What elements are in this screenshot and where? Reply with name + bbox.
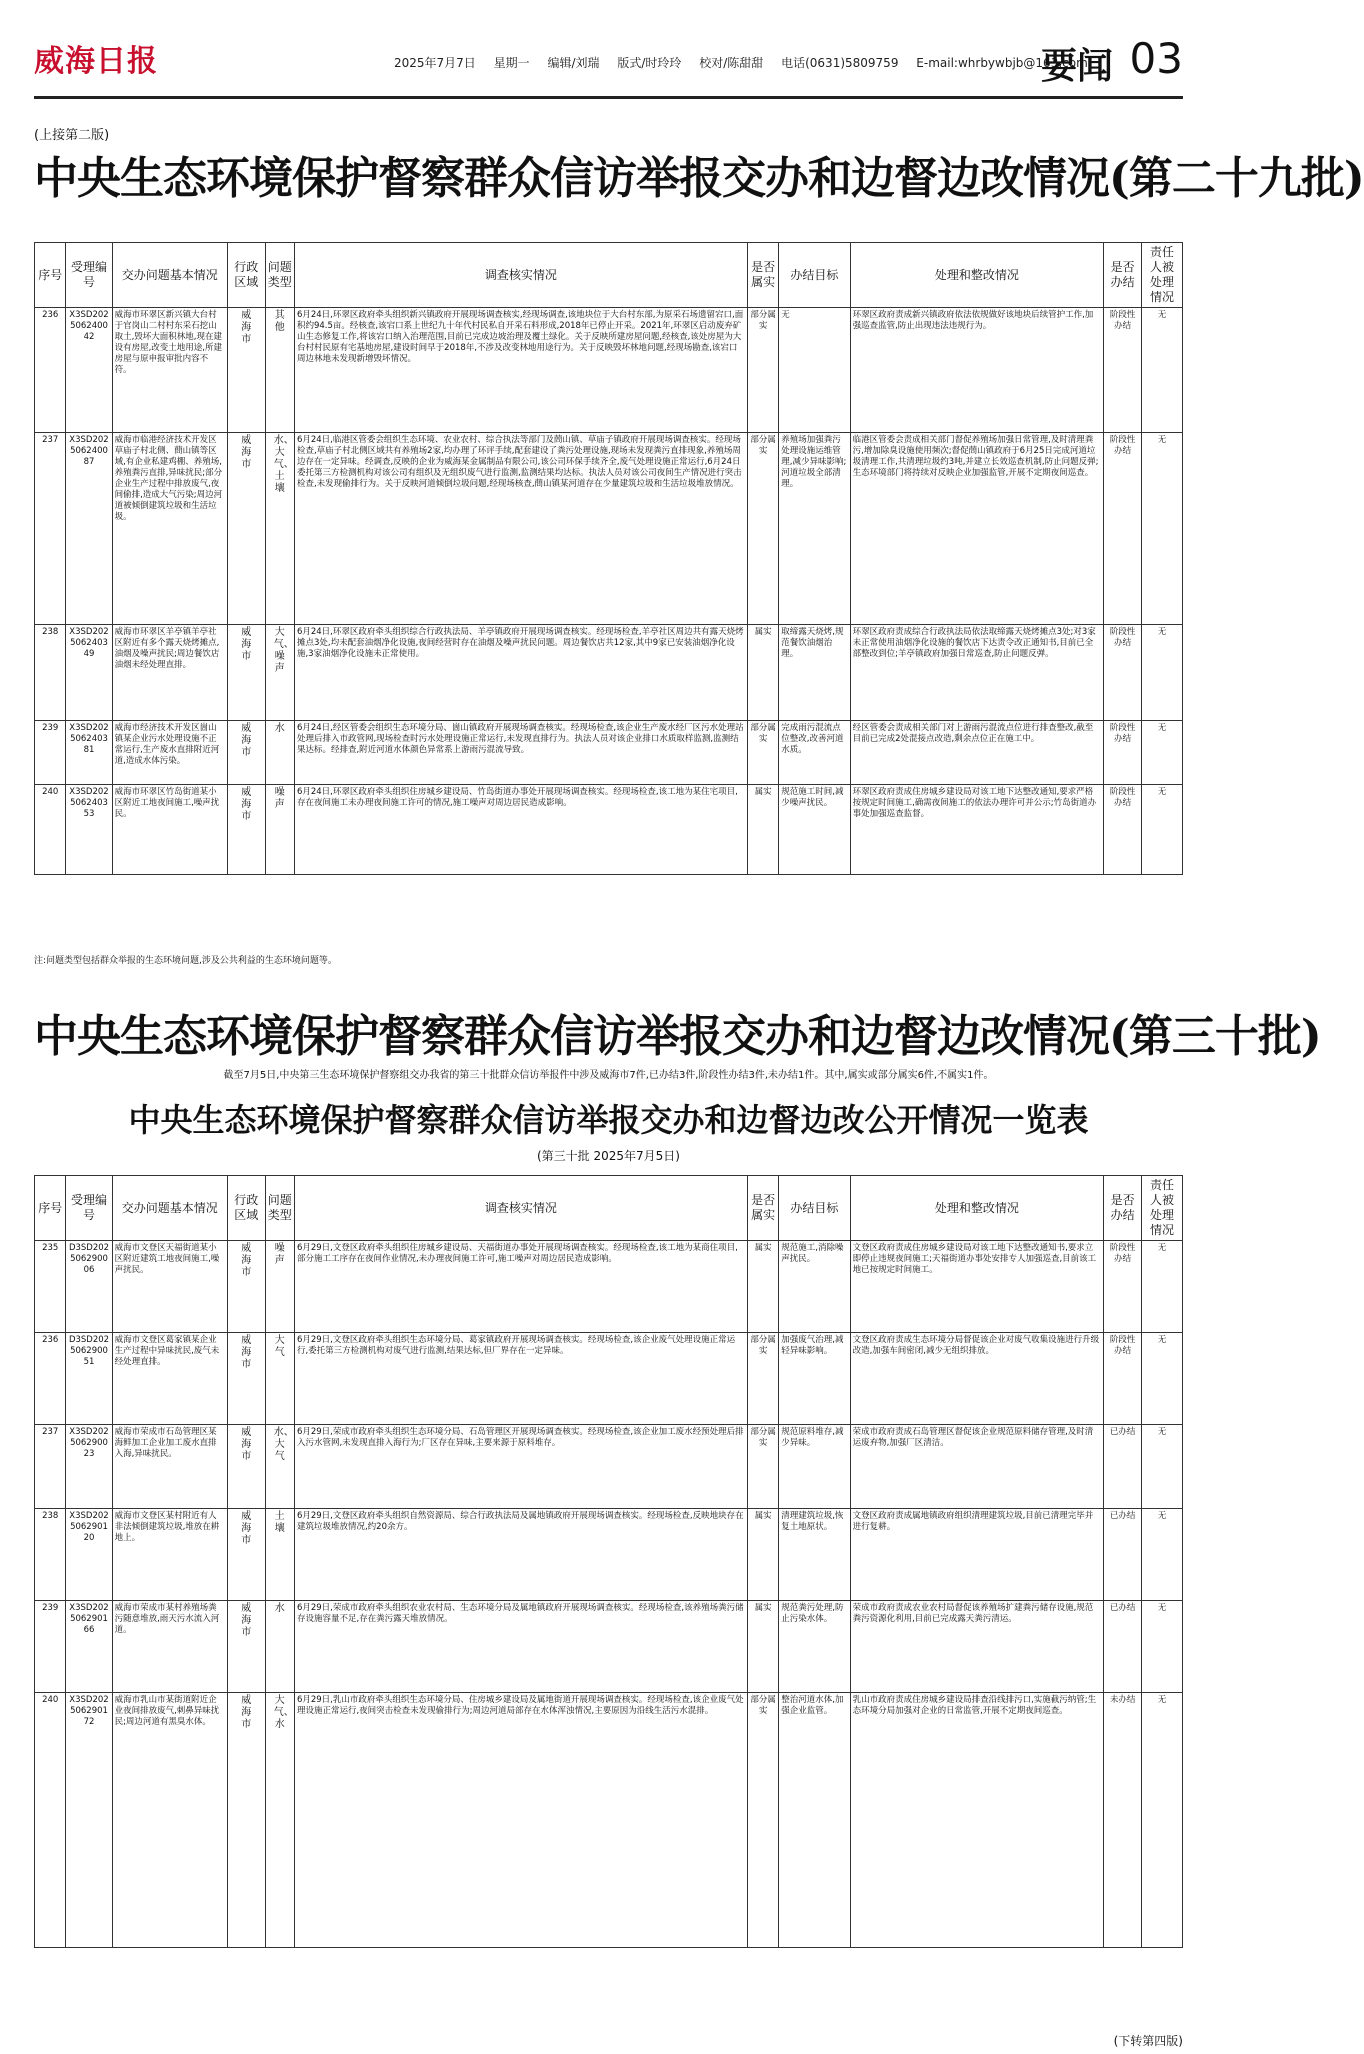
continued-from: (上接第二版) [34, 128, 110, 143]
is-true: 部分属实 [747, 308, 778, 433]
table-row [35, 1601, 1183, 1693]
issue-type [265, 1693, 294, 1948]
column-header: 序号 [35, 243, 66, 308]
investigation: 6月29日,乳山市政府牵头组织生态环境分局、住房城乡建设局及属地街道开展现场调查核实。经现场检查,该企业废气处理设施正常运行,夜间突击检查未发现偷排行为;周边河道局部存在水体浑浊情况,主要原因为沿线生活污水混排。 [294, 1693, 747, 1948]
completion-goal: 规范粪污处理,防止污染水体。 [779, 1601, 850, 1693]
column-header: 办结目标 [779, 243, 850, 308]
responsible-handling: 无 [1142, 1333, 1183, 1425]
issue-summary: 威海市环翠区羊亭镇羊亭社区附近有多个露天烧烤摊点,油烟及噪声扰民;周边餐饮店油烟未经处理直排。 [112, 625, 227, 721]
completion-status: 阶段性办结 [1104, 625, 1142, 721]
title-batch-29: 中央生态环境保护督察群众信访举报交办和边督边改情况(第二十九批) [34, 153, 1364, 204]
issue-summary: 威海市环翠区竹岛街道某小区附近工地夜间施工,噪声扰民。 [112, 785, 227, 875]
handling-status: 环翠区政府责成新兴镇政府依法依规做好该地块后续管护工作,加强巡查监管,防止出现违法违规行为。 [850, 308, 1104, 433]
district-text: 威海市 [241, 1335, 252, 1370]
handling-status: 文登区政府责成生态环境分局督促该企业对废气收集设施进行升级改造,加强车间密闭,减少无组织排放。 [850, 1333, 1104, 1425]
column-header: 办结目标 [779, 1176, 850, 1241]
is-true: 部分属实 [747, 433, 778, 625]
handling-status: 文登区政府责成属地镇政府组织清理建筑垃圾,目前已清理完毕并进行复耕。 [850, 1509, 1104, 1601]
issue-summary: 威海市乳山市某街道附近企业夜间排放废气,刺鼻异味扰民;周边河道有黑臭水体。 [112, 1693, 227, 1948]
issue-type-text: 大气、噪声 [273, 627, 294, 674]
table-row [35, 1241, 1183, 1333]
row-number: 237 [35, 1425, 66, 1509]
completion-goal: 养殖场加强粪污处理设施运维管理,减少异味影响;河道垃圾全部清理。 [779, 433, 850, 625]
issue-summary: 威海市环翠区新兴镇大台村于官岗山二村村东采石挖山取土,毁坏大面积林地,现在建设有房屋,改变土地用途,所建房屋与原申报审批内容不符。 [112, 308, 227, 433]
handling-status: 荣成市政府责成农业农村局督促该养殖场扩建粪污储存设施,规范粪污资源化利用,目前已完成露天粪污清运。 [850, 1601, 1104, 1693]
completion-status: 阶段性办结 [1104, 308, 1142, 433]
handling-status: 经区管委会责成相关部门对上游雨污混流点位进行排查整改,截至目前已完成2处混接点改造,剩余点位正在施工中。 [850, 721, 1104, 785]
issue-type-text: 水 [274, 1603, 285, 1614]
header-info [394, 54, 1102, 71]
issue-summary: 威海市文登区天福街道某小区附近建筑工地夜间施工,噪声扰民。 [112, 1241, 227, 1333]
district [227, 1333, 265, 1425]
table-batch-30 [34, 1175, 1183, 1948]
investigation: 6月29日,荣成市政府牵头组织农业农村局、生态环境分局及属地镇政府开展现场调查核实。经现场检查,该养殖场粪污储存设施容量不足,存在粪污露天堆放情况。 [294, 1601, 747, 1693]
acceptance-code: X3SD202506290023 [66, 1425, 112, 1509]
issue-type [265, 1601, 294, 1693]
issue-type [265, 721, 294, 785]
row-number: 240 [35, 785, 66, 875]
column-header: 交办问题基本情况 [112, 243, 227, 308]
completion-goal: 无 [779, 308, 850, 433]
column-header: 受理编号 [66, 1176, 112, 1241]
table-row [35, 1509, 1183, 1601]
district-text: 威海市 [241, 1427, 252, 1462]
page-number: 03 [1129, 34, 1183, 83]
district [227, 1693, 265, 1948]
column-header: 调查核实情况 [294, 243, 747, 308]
district [227, 721, 265, 785]
district-text: 威海市 [241, 310, 252, 345]
acceptance-code: X3SD202506240087 [66, 433, 112, 625]
issue-summary: 威海市临港经济技术开发区草庙子村北侧、蔄山镇等区域,有企业私建鸡棚、养殖场,养殖粪污直排,异味扰民;部分企业生产过程中排放废气,夜间偷排,造成大气污染;周边河道被倾倒建筑垃圾和生活垃圾。 [112, 433, 227, 625]
title-batch-30: 中央生态环境保护督察群众信访举报交办和边督边改情况(第三十批) [34, 1011, 1321, 1062]
completion-status: 已办结 [1104, 1425, 1142, 1509]
newspaper-masthead: 威海日报 [34, 44, 158, 79]
completion-status: 阶段性办结 [1104, 785, 1142, 875]
table-note: 注:问题类型包括群众举报的生态环境问题,涉及公共利益的生态环境问题等。 [34, 956, 337, 966]
district [227, 625, 265, 721]
responsible-handling: 无 [1142, 433, 1183, 625]
proofreader: 校对/陈甜甜 [699, 56, 764, 70]
row-number: 240 [35, 1693, 66, 1948]
acceptance-code: X3SD202506290120 [66, 1509, 112, 1601]
responsible-handling: 无 [1142, 308, 1183, 433]
district [227, 1241, 265, 1333]
completion-status: 阶段性办结 [1104, 433, 1142, 625]
completion-goal: 清理建筑垃圾,恢复土地原状。 [779, 1509, 850, 1601]
is-true: 属实 [747, 1601, 778, 1693]
issue-type [265, 1509, 294, 1601]
issue-type [265, 625, 294, 721]
email: E-mail:whrbywbjb@163.com [916, 56, 1088, 70]
column-header: 责任人被处理情况 [1142, 1176, 1183, 1241]
is-true: 属实 [747, 1241, 778, 1333]
investigation: 6月24日,环翠区政府牵头组织新兴镇政府开展现场调查核实,经现场调查,该地块位于大台村东部,为原采石场遗留宕口,面积约94.5亩。经核查,该宕口系上世纪九十年代村民私自开采石料形成,2018年已停止开采。2021年,环翠区启动废弃矿山生态修复工作,将该宕口纳入治理范围,目前已完成边坡治理及覆土绿化。关于反映所建房屋问题,经核查,该处房屋为大台村村民原有宅基地房屋,建设时间早于2018年,不涉及改变林地用途行为。关于反映毁坏林地问题,经现场勘查,该宕口周边林地未发现新增毁坏情况。 [294, 308, 747, 433]
issue-type-text: 噪声 [274, 1243, 285, 1266]
acceptance-code: X3SD202506240353 [66, 785, 112, 875]
completion-status: 阶段性办结 [1104, 1333, 1142, 1425]
column-header: 问题类型 [265, 243, 294, 308]
district [227, 1601, 265, 1693]
issue-date: 2025年7月7日 [394, 56, 476, 70]
district-text: 威海市 [241, 435, 252, 470]
responsible-handling: 无 [1142, 1693, 1183, 1948]
issue-type [265, 785, 294, 875]
is-true: 属实 [747, 1509, 778, 1601]
issue-type-text: 水 [274, 723, 285, 734]
row-number: 238 [35, 625, 66, 721]
table-row [35, 721, 1183, 785]
issue-type-text: 土壤 [274, 1511, 285, 1534]
district [227, 1509, 265, 1601]
district [227, 308, 265, 433]
is-true: 部分属实 [747, 1693, 778, 1948]
district-text: 威海市 [241, 1243, 252, 1278]
handling-status: 荣成市政府责成石岛管理区督促该企业规范原料储存管理,及时清运废弃物,加强厂区清洁。 [850, 1425, 1104, 1509]
issue-type [265, 308, 294, 433]
intro-batch-30: 截至7月5日,中央第三生态环境保护督察组交办我省的第三十批群众信访举报件中涉及威海市7件,已办结3件,阶段性办结3件,未办结1件。其中,属实或部分属实6件,不属实1件。 [223, 1070, 994, 1081]
handling-status: 环翠区政府责成综合行政执法局依法取缔露天烧烤摊点3处;对3家未正常使用油烟净化设施的餐饮店下达责令改正通知书,目前已全部整改到位;羊亭镇政府加强日常巡查,防止问题反弹。 [850, 625, 1104, 721]
acceptance-code: X3SD202506240042 [66, 308, 112, 433]
issue-type [265, 1425, 294, 1509]
column-header: 受理编号 [66, 243, 112, 308]
issue-type-text: 大气、水 [273, 1695, 294, 1730]
row-number: 239 [35, 721, 66, 785]
investigation: 6月29日,文登区政府牵头组织自然资源局、综合行政执法局及属地镇政府开展现场调查核实。经现场检查,反映地块存在建筑垃圾堆放情况,约20余方。 [294, 1509, 747, 1601]
table-batch-29 [34, 242, 1183, 875]
table-header-row [35, 243, 1183, 308]
continued-to: (下转第四版) [1113, 2034, 1183, 2048]
row-number: 235 [35, 1241, 66, 1333]
is-true: 部分属实 [747, 1333, 778, 1425]
completion-status: 已办结 [1104, 1601, 1142, 1693]
issue-type-text: 噪声 [274, 787, 285, 810]
issue-type-text: 水、大气 [273, 1427, 294, 1462]
table-row [35, 433, 1183, 625]
acceptance-code: X3SD202506240349 [66, 625, 112, 721]
issue-weekday: 星期一 [493, 56, 530, 70]
completion-goal: 取缔露天烧烤,规范餐饮油烟治理。 [779, 625, 850, 721]
is-true: 部分属实 [747, 721, 778, 785]
column-header: 是否办结 [1104, 1176, 1142, 1241]
is-true: 属实 [747, 785, 778, 875]
responsible-handling: 无 [1142, 1509, 1183, 1601]
column-header: 问题类型 [265, 1176, 294, 1241]
acceptance-code: X3SD202506240381 [66, 721, 112, 785]
acceptance-code: X3SD202506290166 [66, 1601, 112, 1693]
table-row [35, 625, 1183, 721]
acceptance-code: X3SD202506290172 [66, 1693, 112, 1948]
completion-goal: 规范施工,消除噪声扰民。 [779, 1241, 850, 1333]
column-header: 处理和整改情况 [850, 1176, 1104, 1241]
district-text: 威海市 [241, 787, 252, 822]
responsible-handling: 无 [1142, 1601, 1183, 1693]
completion-status: 未办结 [1104, 1693, 1142, 1948]
completion-goal: 整治河道水体,加强企业监管。 [779, 1693, 850, 1948]
column-header: 调查核实情况 [294, 1176, 747, 1241]
completion-goal: 规范原料堆存,减少异味。 [779, 1425, 850, 1509]
district-text: 威海市 [241, 1695, 252, 1730]
responsible-handling: 无 [1142, 1241, 1183, 1333]
issue-type-text: 其他 [274, 310, 285, 333]
row-number: 239 [35, 1601, 66, 1693]
handling-status: 文登区政府责成住房城乡建设局对该工地下达整改通知书,要求立即停止违规夜间施工;天福街道办事处安排专人加强巡查,目前该工地已按规定时间施工。 [850, 1241, 1104, 1333]
issue-type [265, 1241, 294, 1333]
investigation: 6月24日,环翠区政府牵头组织住房城乡建设局、竹岛街道办事处开展现场调查核实。经现场检查,该工地为某住宅项目,存在夜间施工未办理夜间施工许可的情况,施工噪声对周边居民造成影响。 [294, 785, 747, 875]
issue-type [265, 1333, 294, 1425]
district [227, 433, 265, 625]
investigation: 6月24日,环翠区政府牵头组织综合行政执法局、羊亭镇政府开展现场调查核实。经现场检查,羊亭社区周边共有露天烧烤摊点3处,均未配套油烟净化设施,夜间经营时存在油烟及噪声扰民问题。周边餐饮店共12家,其中9家已安装油烟净化设施,3家油烟净化设施未正常使用。 [294, 625, 747, 721]
district-text: 威海市 [241, 627, 252, 662]
table-row [35, 1425, 1183, 1509]
column-header: 是否办结 [1104, 243, 1142, 308]
completion-goal: 加强废气治理,减轻异味影响。 [779, 1333, 850, 1425]
issue-type-text: 大气 [274, 1335, 285, 1358]
responsible-handling: 无 [1142, 625, 1183, 721]
is-true: 属实 [747, 625, 778, 721]
column-header: 行政区域 [227, 243, 265, 308]
completion-status: 已办结 [1104, 1509, 1142, 1601]
district-text: 威海市 [241, 1511, 252, 1546]
row-number: 238 [35, 1509, 66, 1601]
district-text: 威海市 [241, 723, 252, 758]
investigation: 6月29日,文登区政府牵头组织生态环境分局、葛家镇政府开展现场调查核实。经现场检查,该企业废气处理设施正常运行,委托第三方检测机构对废气进行监测,结果达标,但厂界存在一定异味。 [294, 1333, 747, 1425]
column-header: 处理和整改情况 [850, 243, 1104, 308]
investigation: 6月24日,经区管委会组织生态环境分局、崮山镇政府开展现场调查核实。经现场检查,该企业生产废水经厂区污水处理站处理后排入市政管网,现场检查时污水处理设施正常运行,未发现直排行为。执法人员对该企业排口水质取样监测,监测结果达标。经排查,附近河道水体颜色异常系上游雨污混流导致。 [294, 721, 747, 785]
batch-date: (第三十批 2025年7月5日) [537, 1149, 680, 1163]
table-row [35, 308, 1183, 433]
completion-status: 阶段性办结 [1104, 1241, 1142, 1333]
responsible-handling: 无 [1142, 1425, 1183, 1509]
column-header: 责任人被处理情况 [1142, 243, 1183, 308]
designer: 版式/时玲玲 [617, 56, 682, 70]
issue-summary: 威海市经济技术开发区崮山镇某企业污水处理设施不正常运行,生产废水直排附近河道,造成水体污染。 [112, 721, 227, 785]
completion-goal: 完成雨污混流点位整改,改善河道水质。 [779, 721, 850, 785]
handling-status: 环翠区政府责成住房城乡建设局对该工地下达整改通知,要求严格按规定时间施工,确需夜间施工的依法办理许可并公示;竹岛街道办事处加强巡查监督。 [850, 785, 1104, 875]
investigation: 6月29日,文登区政府牵头组织住房城乡建设局、天福街道办事处开展现场调查核实。经现场检查,该工地为某商住项目,部分施工工序存在夜间作业情况,未办理夜间施工许可,施工噪声对周边居民造成影响。 [294, 1241, 747, 1333]
issue-summary: 威海市文登区葛家镇某企业生产过程中异味扰民,废气未经处理直排。 [112, 1333, 227, 1425]
acceptance-code: D3SD202506290006 [66, 1241, 112, 1333]
completion-goal: 规范施工时间,减少噪声扰民。 [779, 785, 850, 875]
editor: 编辑/刘瑞 [547, 56, 600, 70]
responsible-handling: 无 [1142, 721, 1183, 785]
sub-title-list: 中央生态环境保护督察群众信访举报交办和边督边改公开情况一览表 [128, 1101, 1089, 1139]
table-header-row [35, 1176, 1183, 1241]
completion-status: 阶段性办结 [1104, 721, 1142, 785]
issue-summary: 威海市荣成市石岛管理区某海鲜加工企业加工废水直排入海,异味扰民。 [112, 1425, 227, 1509]
table-row [35, 1693, 1183, 1948]
investigation: 6月29日,荣成市政府牵头组织生态环境分局、石岛管理区开展现场调查核实。经现场检查,该企业加工废水经预处理后排入污水管网,未发现直排入海行为;厂区存在异味,主要来源于原料堆存。 [294, 1425, 747, 1509]
table-row [35, 785, 1183, 875]
column-header: 是否属实 [747, 1176, 778, 1241]
district [227, 785, 265, 875]
row-number: 237 [35, 433, 66, 625]
issue-type [265, 433, 294, 625]
column-header: 序号 [35, 1176, 66, 1241]
district-text: 威海市 [241, 1603, 252, 1638]
issue-summary: 威海市文登区某村附近有人非法倾倒建筑垃圾,堆放在耕地上。 [112, 1509, 227, 1601]
issue-type-text: 水、大气、土壤 [273, 435, 294, 494]
section-name: 要闻 [1040, 46, 1113, 87]
handling-status: 临港区管委会责成相关部门督促养殖场加强日常管理,及时清理粪污,增加除臭设施使用频次;督促蔄山镇政府于6月25日完成河道垃圾清理工作,共清理垃圾约3吨,并建立长效巡查机制,防止问题反弹;生态环境部门将持续对反映企业加强监管,开展不定期夜间巡查。 [850, 433, 1104, 625]
issue-summary: 威海市荣成市某村养殖场粪污随意堆放,雨天污水流入河道。 [112, 1601, 227, 1693]
row-number: 236 [35, 308, 66, 433]
column-header: 交办问题基本情况 [112, 1176, 227, 1241]
handling-status: 乳山市政府责成住房城乡建设局排查沿线排污口,实施截污纳管;生态环境分局加强对企业的日常监管,开展不定期夜间巡查。 [850, 1693, 1104, 1948]
investigation: 6月24日,临港区管委会组织生态环境、农业农村、综合执法等部门及蔄山镇、草庙子镇政府开展现场调查核实。经现场检查,草庙子村北侧区域共有养殖场2家,均办理了环评手续,配套建设了粪污处理设施,现场未发现粪污直排现象,养殖场周边存在一定异味。经调查,反映的企业为威海某金属制品有限公司,该公司环保手续齐全,废气处理设施正常运行,6月24日委托第三方检测机构对该公司有组织及无组织废气进行监测,监测结果均达标。执法人员对该公司夜间生产情况进行突击检查,未发现偷排行为。关于反映河道倾倒垃圾问题,经现场核查,蔄山镇某河道存在少量建筑垃圾和生活垃圾堆放情况。 [294, 433, 747, 625]
column-header: 是否属实 [747, 243, 778, 308]
district [227, 1425, 265, 1509]
acceptance-code: D3SD202506290051 [66, 1333, 112, 1425]
phone: 电话(0631)5809759 [781, 56, 899, 70]
responsible-handling: 无 [1142, 785, 1183, 875]
row-number: 236 [35, 1333, 66, 1425]
page-header [34, 30, 1183, 99]
is-true: 部分属实 [747, 1425, 778, 1509]
table-row [35, 1333, 1183, 1425]
column-header: 行政区域 [227, 1176, 265, 1241]
